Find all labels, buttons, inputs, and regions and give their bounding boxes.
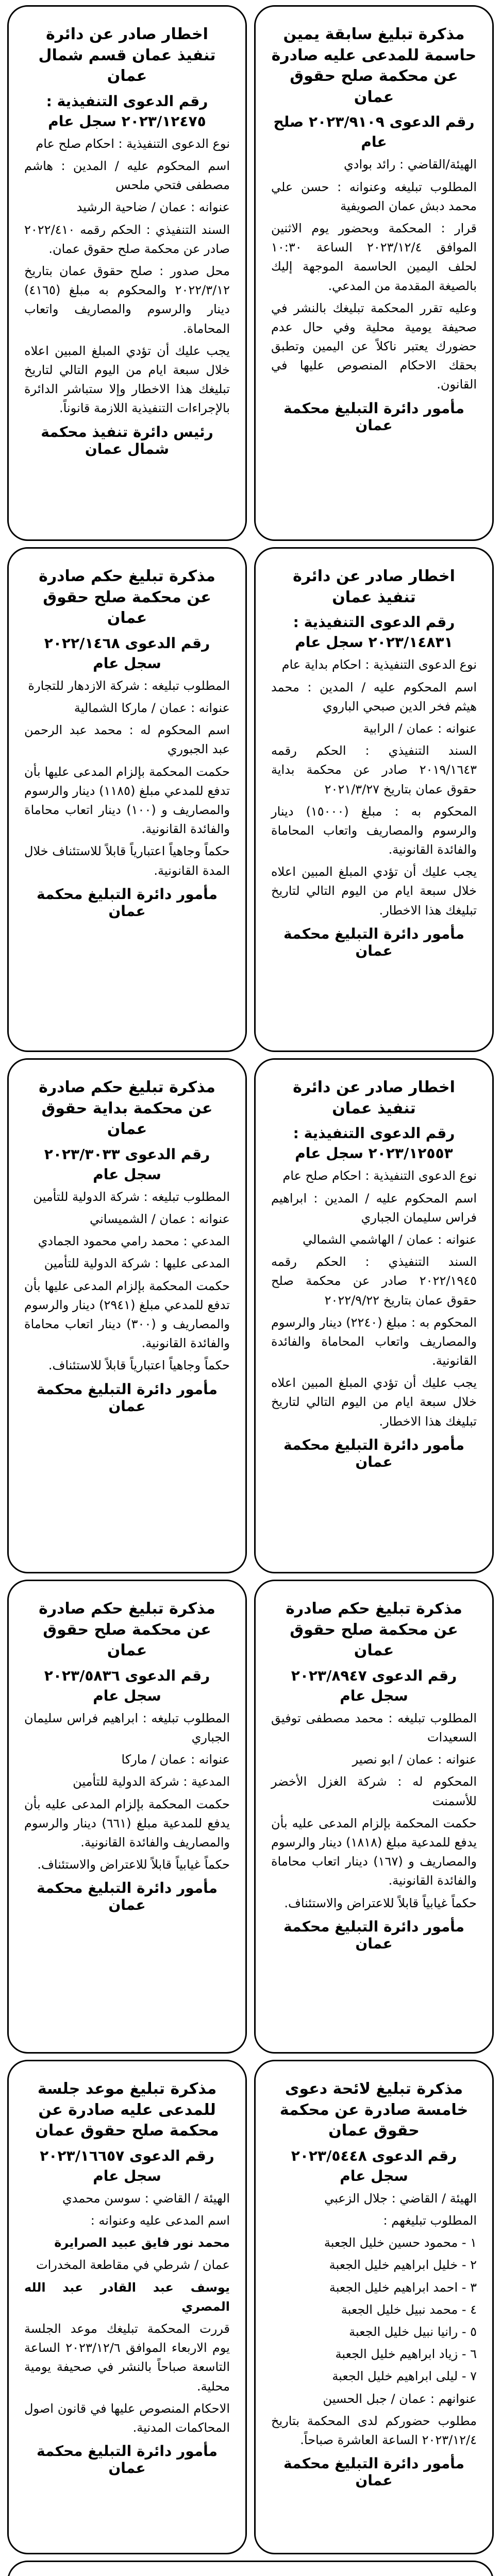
- notice-case-number: رقم الدعوى التنفيذية : ٢٠٢٣/١٤٨٣١ سجل عام: [293, 614, 455, 651]
- notice-line: عنوانه : عمان / الرابية: [363, 721, 477, 736]
- notice-case-number: رقم الدعوى ٢٠٢٣/١٦٦٥٧ سجل عام: [40, 2147, 214, 2184]
- notice-line: اسم المحكوم عليه / المدين : هاشم مصطفى فتحي ملحس: [24, 159, 230, 193]
- notice-8: [7, 1580, 247, 2054]
- notice-title: مذكرة تبليغ لائحة دعوى خامسة صادرة عن محكمة حقوق عمان: [279, 2080, 469, 2140]
- notice-case-number: رقم الدعوى ٢٠٢٣/٣٠٣٣ سجل عام: [44, 1145, 210, 1183]
- notice-10: [7, 2060, 247, 2554]
- notice-line: يجب عليك أن تؤدي المبلغ المبين اعلاه خلال سبعة ايام من اليوم التالي لتاريخ تبليغك هذا الاخطار.: [271, 865, 477, 918]
- notice-line: ٣ - احمد ابراهيم خليل الجعبة: [329, 2280, 477, 2295]
- notice-line: حكماً غيابياً قابلاً للاعتراض والاستئناف.: [284, 1895, 477, 1910]
- notice-line: حكمت المحكمة بإلزام المدعى عليه بأن يدفع للمدعية مبلغ (٦٦١) دينار والرسوم والمصاريف والفائدة القانونية.: [24, 1797, 230, 1850]
- notice-case-number: رقم الدعوى ٢٠٢٣/٨٩٤٧ سجل عام: [291, 1667, 457, 1704]
- notice-line: قررت المحكمة تبليغك موعد الجلسة يوم الاربعاء الموافق ٢٠٢٣/١٢/٦ الساعة التاسعة صباحاً بالنشر في صحيفة يومية محلية.: [24, 2321, 230, 2394]
- notice-line: ٧ - ليلى ابراهيم خليل الجعبة: [332, 2369, 477, 2384]
- notice-title: اخطار صادر عن دائرة تنفيذ عمان: [293, 1078, 455, 1117]
- notice-line: نوع الدعوى التنفيذية : احكام صلح عام: [282, 1168, 477, 1183]
- notice-title: مذكرة تبليغ حكم صادرة عن محكمة صلح حقوق عمان: [286, 1600, 462, 1659]
- notice-line: الاحكام المنصوص عليها في قانون اصول المحاكمات المدنية.: [24, 2401, 230, 2435]
- notice-line: عمان / شرطي في مقاطعة المخدرات: [36, 2258, 230, 2273]
- notice-5: [254, 1058, 494, 1573]
- notice-line: نوع الدعوى التنفيذية : احكام بداية عام: [281, 657, 477, 672]
- notice-line: السند التنفيذي : الحكم رقمه ٢٠٢٢/١٩٤٥ صادر عن محكمة صلح حقوق عمان بتاريخ ٢٠٢٢/٩/٢٢: [271, 1255, 477, 1308]
- notice-line: ١ - محمود حسين خليل الجعبة: [324, 2235, 477, 2250]
- notice-title: اخطار صادر عن دائرة تنفيذ عمان: [293, 567, 455, 606]
- notice-4: [7, 547, 247, 1052]
- notice-line: ٦ - زياد ابراهيم خليل الجعبة: [335, 2347, 477, 2362]
- notice-line: حكماً غيابياً قابلاً للاعتراض والاستئناف.: [37, 1857, 230, 1872]
- notice-line: عنوانه : عمان / ماركا: [121, 1752, 230, 1767]
- notice-line: الهيئة / القاضي : جلال الزعبي: [324, 2191, 477, 2206]
- notice-line: اسم المحكوم عليه / المدين : ابراهيم فراس سليمان الجباري: [271, 1191, 477, 1225]
- notices-grid: [7, 5, 494, 2554]
- notice-signature: مأمور دائرة التبليغ محكمة عمان: [283, 1436, 465, 1470]
- notice-line: وعليه تقرر المحكمة تبليغك بالنشر في صحيفة يومية محلية وفي حال عدم حضورك يعتبر ناكلاً عن اليمين وتطبق بحقك الاحكام المنصوص عليها في القانون.: [271, 300, 477, 392]
- notice-signature: مأمور دائرة التبليغ محكمة عمان: [283, 399, 465, 434]
- notice-6: [7, 1058, 247, 1573]
- notice-line: ٥ - رانيا نبيل خليل الجعبة: [349, 2325, 477, 2339]
- notice-line: حكماً وجاهياً اعتبارياً قابلاً للاستئناف خلال المدة القانونية.: [24, 844, 230, 878]
- notice-line: محل صدور : صلح حقوق عمان بتاريخ ٢٠٢٢/٣/١٢ والمحكوم به مبلغ (٤١٦٥) دينار والرسوم والمصاريف واتعاب المحاماة.: [24, 264, 230, 336]
- notice-line: حكماً وجاهياً اعتبارياً قابلاً للاستئناف.: [48, 1358, 230, 1373]
- notice-line: المطلوب تبليغه : محمد مصطفى توفيق السعيدات: [271, 1710, 477, 1745]
- notice-line: المحكوم له : شركة الغزل الأخضر للأسمنت: [271, 1774, 477, 1808]
- notice-signature: مأمور دائرة التبليغ محكمة عمان: [36, 1380, 218, 1415]
- notice-line: محمد نور فايق عبيد الصرايرة: [54, 2235, 230, 2250]
- notice-title: اخطار صادر عن دائرة تنفيذ عمان قسم شمال عمان: [38, 25, 216, 85]
- notice-line: المطلوب تبليغه : شركة الدولية للتأمين: [33, 1189, 230, 1204]
- notice-line: عنوانه : عمان / الهاشمي الشمالي: [303, 1232, 477, 1247]
- notice-title: مذكرة تبليغ حكم صادرة عن محكمة صلح حقوق عمان: [39, 567, 215, 627]
- notice-line: يجب عليك أن تؤدي المبلغ المبين اعلاه خلال سبعة ايام من اليوم التالي لتاريخ تبليغك هذا الاخطار وإلا ستباشر الدائرة بالإجراءات التنفيذية اللازمة قانوناً.: [24, 343, 230, 416]
- notice-case-number: رقم الدعوى التنفيذية : ٢٠٢٣/١٢٥٥٣ سجل عام: [293, 1125, 455, 1162]
- notice-case-number: رقم الدعوى ٢٠٢٣/٥٨٣٦ سجل عام: [44, 1667, 210, 1704]
- notice-line: حكمت المحكمة بإلزام المدعى عليها بأن تدفع للمدعي مبلغ (٢٩٤١) دينار والرسوم والمصاريف و (٣٠٠) دينار اتعاب محاماة والفائدة القانونية.: [24, 1278, 230, 1351]
- notice-line: السند التنفيذي : الحكم رقمه ٢٠٢٢/٤١٠ صادر عن محكمة صلح حقوق عمان.: [24, 222, 230, 256]
- notice-wide: [7, 2561, 494, 2576]
- notice-title: مذكرة تبليغ حكم صادرة عن محكمة بداية حقوق عمان: [39, 1078, 215, 1138]
- notice-1: [254, 5, 494, 541]
- notice-signature: مأمور دائرة التبليغ محكمة عمان: [283, 1918, 465, 1952]
- notice-2: [7, 5, 247, 541]
- notice-title: مذكرة تبليغ حكم صادرة عن محكمة صلح حقوق عمان: [39, 1600, 215, 1659]
- notice-line: المطلوب تبليغه : ابراهيم فراس سليمان الجباري: [24, 1710, 230, 1745]
- notice-line: عنوانهم : عمان / جبل الحسين: [323, 2391, 477, 2406]
- notice-case-number: رقم الدعوى ٢٠٢٢/١٤٦٨ سجل عام: [44, 634, 210, 672]
- notice-7: [254, 1580, 494, 2054]
- notice-line: المدعي : محمد رامي محمود الجمادي: [38, 1234, 230, 1249]
- notice-line: المحكوم به : مبلغ (١٥٠٠٠) دينار والرسوم والمصاريف واتعاب المحاماة والفائدة القانونية.: [271, 804, 477, 857]
- notice-line: نوع الدعوى التنفيذية : احكام صلح عام: [36, 136, 230, 151]
- notice-signature: مأمور دائرة التبليغ محكمة عمان: [36, 1879, 218, 1914]
- notice-case-number: رقم الدعوى ٢٠٢٣/٩١٠٩ صلح عام: [273, 113, 475, 151]
- notice-line: عنوانه : عمان / الشميساني: [90, 1212, 230, 1227]
- notice-line: ٢ - خليل ابراهيم خليل الجعبة: [329, 2258, 477, 2273]
- notice-signature: رئيس دائرة تنفيذ محكمة شمال عمان: [41, 423, 213, 457]
- notice-line: يوسف عبد القادر عبد الله المصري: [24, 2280, 230, 2314]
- notice-line: السند التنفيذي : الحكم رقمه ٢٠١٩/١٦٤٣ صادر عن محكمة بداية حقوق عمان بتاريخ ٢٠٢١/٣/٢٧: [271, 743, 477, 796]
- notice-line: الهيئة/القاضي : رائد بوادي: [343, 157, 477, 172]
- notice-9: [254, 2060, 494, 2554]
- notice-line: المدعى عليها : شركة الدولية للتأمين: [44, 1256, 230, 1271]
- notice-line: عنوانه : عمان / ماركا الشمالية: [74, 701, 230, 716]
- notice-signature: مأمور دائرة التبليغ محكمة عمان: [283, 2455, 465, 2489]
- notice-line: عنوانه : عمان / ابو نصير: [352, 1752, 477, 1767]
- notice-signature: مأمور دائرة التبليغ محكمة عمان: [36, 2443, 218, 2477]
- notice-title: مذكرة تبليغ موعد جلسة للمدعى عليه صادرة عن محكمة صلح حقوق عمان: [35, 2080, 219, 2140]
- notice-line: المطلوب تبليغهم :: [383, 2213, 477, 2228]
- notice-line: المحكوم به : مبلغ (٢٢٤٠) دينار والرسوم والمصاريف واتعاب المحاماة والفائدة القانونية.: [271, 1315, 477, 1368]
- notice-line: حكمت المحكمة بإلزام المدعى عليها بأن تدفع للمدعي مبلغ (١١٨٥) دينار والرسوم والمصاريف و (١٠٠) دينار اتعاب محاماة والفائدة القانونية.: [24, 764, 230, 837]
- notice-line: اسم المحكوم له : محمد عبد الرحمن عبد الجبوري: [24, 723, 230, 757]
- notice-line: المدعية : شركة الدولية للتأمين: [73, 1774, 230, 1789]
- notice-line: اسم المحكوم عليه / المدين : محمد هيثم فخر الدين صبحي الباروي: [271, 680, 477, 714]
- notice-title: مذكرة تبليغ سابقة يمين حاسمة للمدعى عليه صادرة عن محكمة صلح حقوق عمان: [271, 25, 477, 106]
- notice-line: اسم المدعى عليه وعنوانه :: [90, 2213, 230, 2228]
- notice-line: المطلوب تبليغه : شركة الازدهار للتجارة: [28, 678, 230, 693]
- notice-line: حكمت المحكمة بإلزام المدعى عليه بأن يدفع للمدعية مبلغ (١٨١٨) دينار والرسوم والمصاريف و (١٦٧) دينار اتعاب محاماة والفائدة القانونية.: [271, 1816, 477, 1888]
- notice-signature: مأمور دائرة التبليغ محكمة عمان: [36, 885, 218, 920]
- notice-case-number: رقم الدعوى ٢٠٢٣/٥٤٤٨ سجل عام: [291, 2147, 457, 2184]
- notice-line: عنوانه : عمان / ضاحية الرشيد: [76, 200, 230, 215]
- notice-line: المطلوب تبليغه وعنوانه : حسن علي محمد دبش عمان الصويفية: [271, 179, 477, 213]
- notice-line: الهيئة / القاضي : سوسن محمدي: [62, 2191, 230, 2206]
- notice-line: ٤ - محمد نبيل خليل الجعبة: [341, 2302, 477, 2317]
- notice-line: مطلوب حضوركم لدى المحكمة بتاريخ ٢٠٢٣/١٢/٤ الساعة العاشرة صباحاً.: [271, 2413, 477, 2447]
- notice-signature: مأمور دائرة التبليغ محكمة عمان: [283, 925, 465, 959]
- notice-line: قرار : المحكمة وبحضور يوم الاثنين الموافق ٢٠٢٣/١٢/٤ الساعة ١٠:٣٠ لحلف اليمين الحاسمة الموجهة إليك بالصيغة المقدمة من المدعي.: [271, 221, 477, 293]
- notice-3: [254, 547, 494, 1052]
- notice-case-number: رقم الدعوى التنفيذية : ٢٠٢٣/١٢٤٧٥ سجل عام: [46, 92, 208, 130]
- notice-line: يجب عليك أن تؤدي المبلغ المبين اعلاه خلال سبعة ايام من اليوم التالي لتاريخ تبليغك هذا الاخطار.: [271, 1376, 477, 1429]
